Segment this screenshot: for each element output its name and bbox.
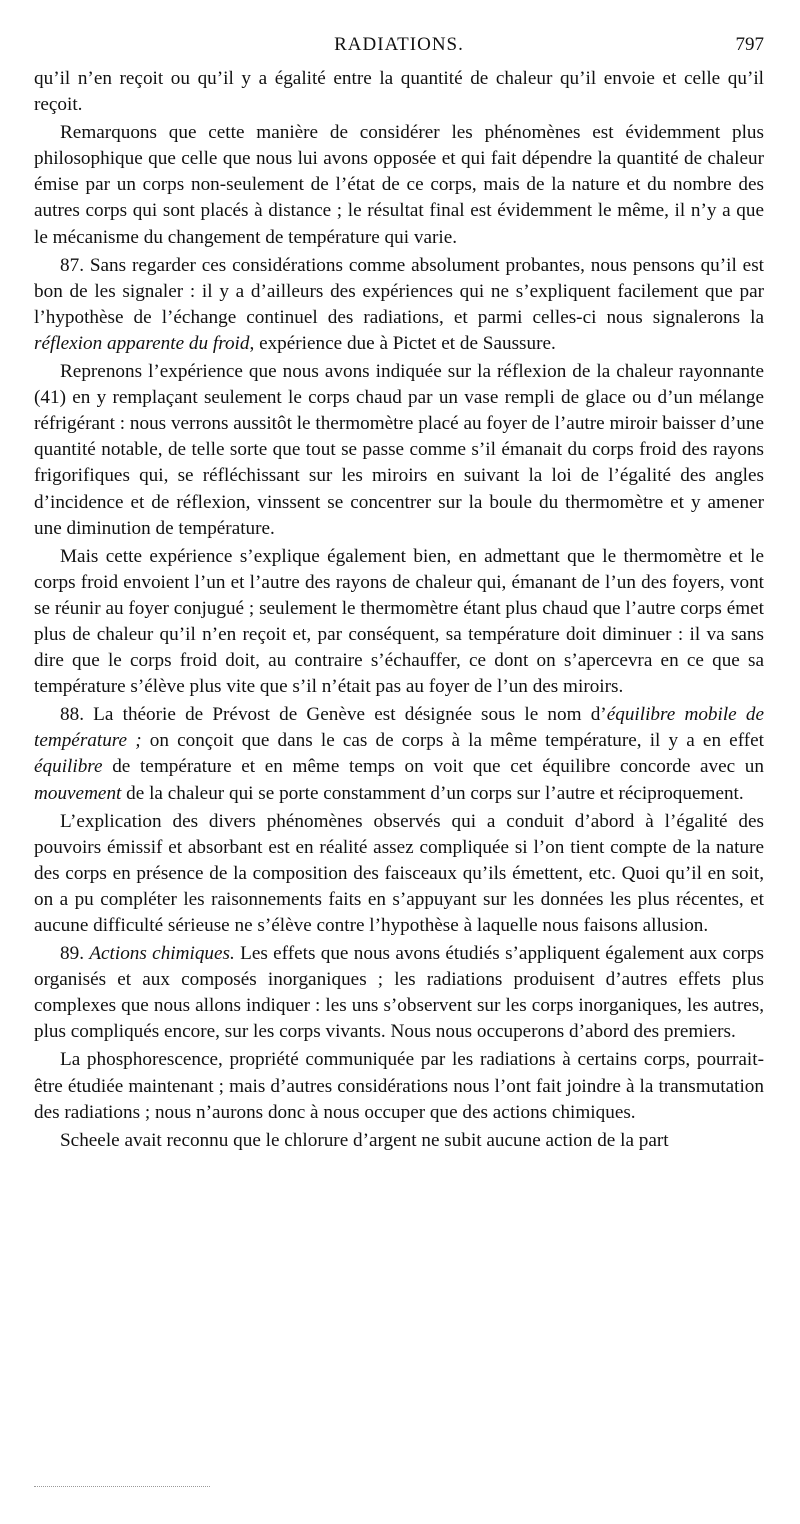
italic-term: équilibre mobile de température ; <box>34 704 764 752</box>
page-body <box>34 66 764 1154</box>
paragraph-section-87 <box>34 253 764 357</box>
paragraph-text: de température et en même temps on voit que cet équilibre concorde avec un <box>102 756 764 778</box>
paragraph-text: 88. La théorie de Prévost de Genève est désignée sous le nom d’ <box>60 704 607 726</box>
italic-term: réflexion apparente du froid <box>34 332 250 354</box>
paragraph: Scheele avait reconnu que le chlorure d’argent ne subit aucune action de la part <box>60 1129 669 1151</box>
paragraph-text: de la chaleur qui se porte constamment d’un corps sur l’autre et réciproquement. <box>121 782 744 804</box>
paragraph: L’explication des divers phénomènes observés qui a conduit d’abord à l’égalité des pouvoirs émissif et absorbant est en réalité assez compliquée si l’on tient compte de la nature des corps en présence de la composition des faisceaux qu’ils émettent, etc. Quoi qu’il en soit, on a pu compléter les raisonnements faits en s’appuyant sur les données les plus récentes, et aucune difficulté sérieuse ne s’élève contre l’hypothèse à laquelle nous faisons allusion. <box>34 810 764 936</box>
paragraph-section-88 <box>34 702 764 806</box>
italic-term: équilibre <box>34 756 103 778</box>
section-heading-italic: Actions chimiques. <box>89 943 235 965</box>
footer-dotted-rule <box>34 1486 210 1487</box>
paragraph-text: Les effets que nous avons étudiés s’appliquent également aux corps organisés et aux composés inorganiques ; les radiations produisent d’autres effets plus complexes que nous allons indiquer : les uns s’observent sur les corps inorganiques, les autres, plus compliqués encore, sur les corps vivants. Nous nous occuperons d’abord des premiers. <box>34 943 764 1043</box>
paragraph: Mais cette expérience s’explique également bien, en admettant que le thermomètre et le corps froid envoient l’un et l’autre des rayons de chaleur qui, émanant de l’un des foyers, vont se réunir au foyer conjugué ; seulement le thermomètre étant plus chaud que l’autre corps émet plus de chaleur qu’il n’en reçoit et, par conséquent, sa température doit diminuer : il va sans dire que le corps froid doit, au contraire s’échauffer, ce dont on s’apercevra en ce que sa température s’élève plus vite que s’il n’était pas au foyer de l’un des miroirs. <box>34 545 764 698</box>
paragraph: La phosphorescence, propriété communiquée par les radiations à certains corps, pourrait-être étudiée maintenant ; mais d’autres considérations nous l’ont fait joindre à la transmutation des radiations ; nous n’aurons donc à nous occuper que des actions chimiques. <box>34 1049 764 1123</box>
paragraph-text: , expérience due à Pictet et de Saussure. <box>249 332 556 354</box>
paragraph-text: 89. <box>60 943 90 965</box>
paragraph: Reprenons l’expérience que nous avons indiquée sur la réflexion de la chaleur rayonnante (41) en y remplaçant seulement le corps chaud par un vase rempli de glace ou d’un mélange réfrigérant : nous verrons aussitôt le thermomètre placé au foyer de l’autre miroir baisser d’une quantité notable, de telle sorte que tout se passe comme s’il émanait du corps froid des rayons frigorifiques qui, se réfléchissant sur les miroirs en suivant la loi de l’égalité des angles d’incidence et de réflexion, vinssent se concentrer sur la boule du thermomètre et y amener une diminution de température. <box>34 361 764 539</box>
italic-term: mouvement <box>34 782 122 804</box>
page-header <box>34 34 764 60</box>
paragraph-text: on conçoit que dans le cas de corps à la même température, il y a en effet <box>141 730 764 752</box>
paragraph-continuation: qu’il n’en reçoit ou qu’il y a égalité entre la quantité de chaleur qu’il envoie et celle qu’il reçoit. <box>34 68 764 116</box>
page-number: 797 <box>735 34 764 55</box>
paragraph-text: 87. Sans regarder ces considérations comme absolument probantes, nous pensons qu’il est bon de les signaler : il y a d’ailleurs des expériences qui ne s’expliquent facilement que par l’hypothèse de l’échange continuel des radiations, et parmi celles-ci nous signalerons la <box>34 254 764 328</box>
paragraph-section-89 <box>34 941 764 1045</box>
running-title: RADIATIONS. <box>334 34 464 55</box>
paragraph: Remarquons que cette manière de considérer les phénomènes est évidemment plus philosophique que celle que nous lui avons opposée et qui fait dépendre la quantité de chaleur émise par un corps non-seulement de l’état de ce corps, mais de la nature et du nombre des autres corps qui sont placés à distance ; le résultat final est évidemment le même, il n’y a que le mécanisme du changement de température qui varie. <box>34 122 764 248</box>
